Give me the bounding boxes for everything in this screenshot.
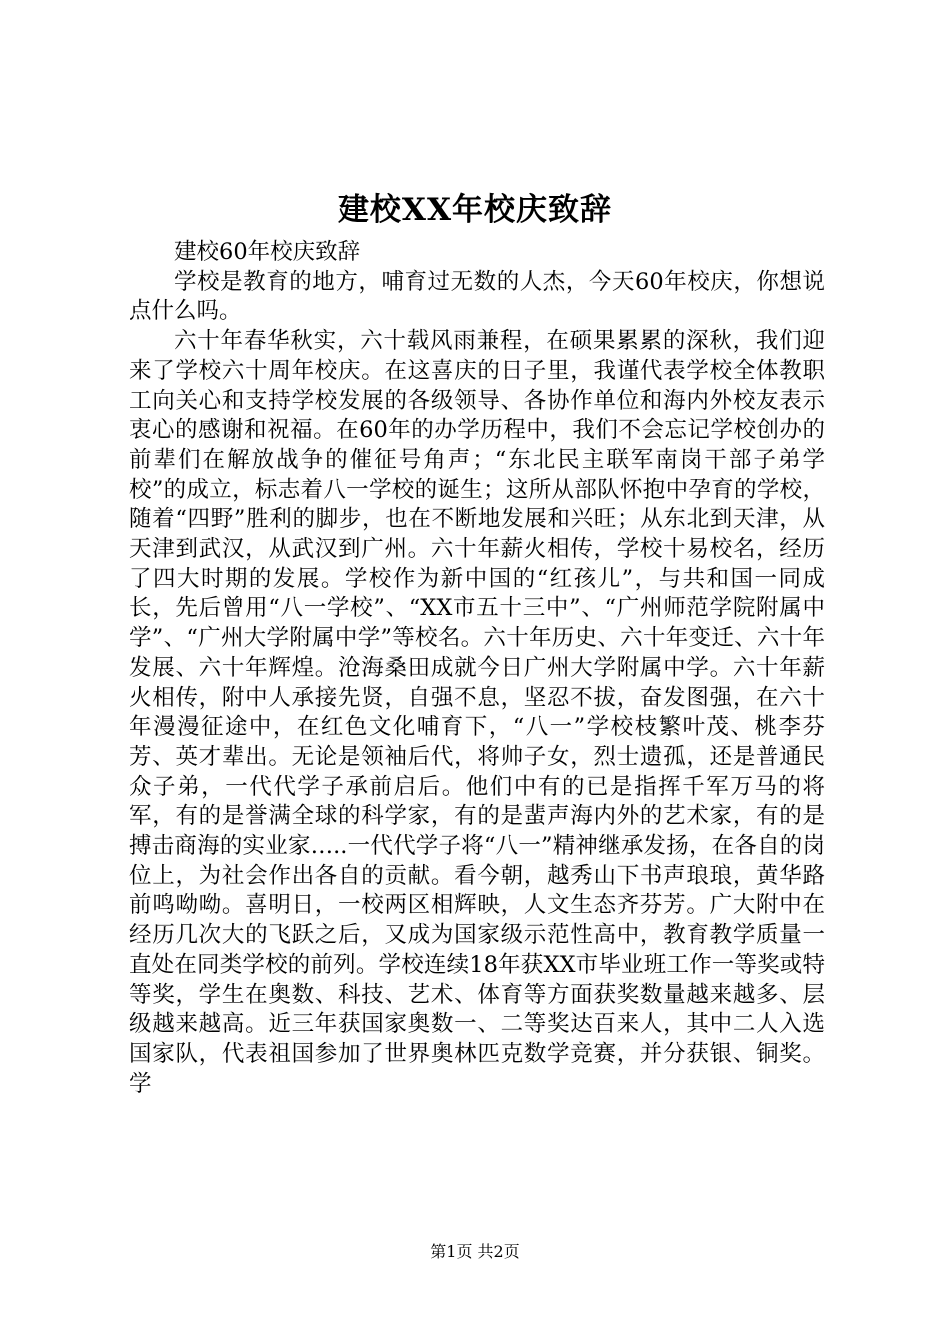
document-body xyxy=(129,238,825,1099)
page-total: 共2页 xyxy=(477,1242,520,1261)
paragraph-subtitle: 建校60年校庆致辞 xyxy=(174,239,361,265)
paragraph-main: 六十年春华秋实，六十载风雨兼程，在硕果累累的深秋，我们迎来了学校六十周年校庆。在这喜庆的日子里，我谨代表学校全体教职工向关心和支持学校发展的各级领导、各协作单位和海内外校友表示衷心的感谢和祝福。在60年的办学历程中，我们不会忘记学校创办的前辈们在解放战争的催征号角声；“东北民主联军南岗干部子弟学校”的成立，标志着八一学校的诞生；这所从部队怀抱中孕育的学校，随着“四野”胜利的脚步，也在不断地发展和兴旺；从东北到天津，从天津到武汉，从武汉到广州。六十年薪火相传，学校十易校名，经历了四大时期的发展。学校作为新中国的“红孩儿”，与共和国一同成长，先后曾用“八一学校”、“XX市五十三中”、“广州师范学院附属中学”、“广州大学附属中学”等校名。六十年历史、六十年变迁、六十年发展、六十年辉煌。沧海桑田成就今日广州大学附属中学。六十年薪火相传，附中人承接先贤，自强不息，坚忍不拔，奋发图强，在六十年漫漫征途中，在红色文化哺育下，“八一”学校枝繁叶茂、桃李芬芳、英才辈出。无论是领袖后代，将帅子女，烈士遗孤，还是普通民众子弟，一代代学子承前启后。他们中有的已是指挥千军万马的将军，有的是誉满全球的科学家，有的是蜚声海内外的艺术家，有的是搏击商海的实业家…..一代代学子将“八一”精神继承发扬，在各自的岗位上，为社会作出各自的贡献。看今朝，越秀山下书声琅琅，黄华路前鸣呦呦。喜明日，一校两区相辉映，人文生态齐芬芳。广大附中在经历几次大的飞跃之后，又成为国家级示范性高中，教育教学质量一直处在同类学校的前列。学校连续18年获XX市毕业班工作一等奖或特等奖，学生在奥数、科技、艺术、体育等方面获奖数量越来越多、层级越来越高。近三年获国家奥数一、二等奖达百来人，其中二人入选国家队，代表祖国参加了世界奥林匹克数学竞赛，并分获银、铜奖。学 xyxy=(129,328,825,1097)
document-title: 建校XX年校庆致辞 xyxy=(337,192,613,228)
page-footer xyxy=(0,1240,950,1264)
paragraph-intro: 学校是教育的地方，哺育过无数的人杰，今天60年校庆，你想说点什么吗。 xyxy=(129,268,825,325)
page-number: 第1页 xyxy=(430,1242,473,1261)
